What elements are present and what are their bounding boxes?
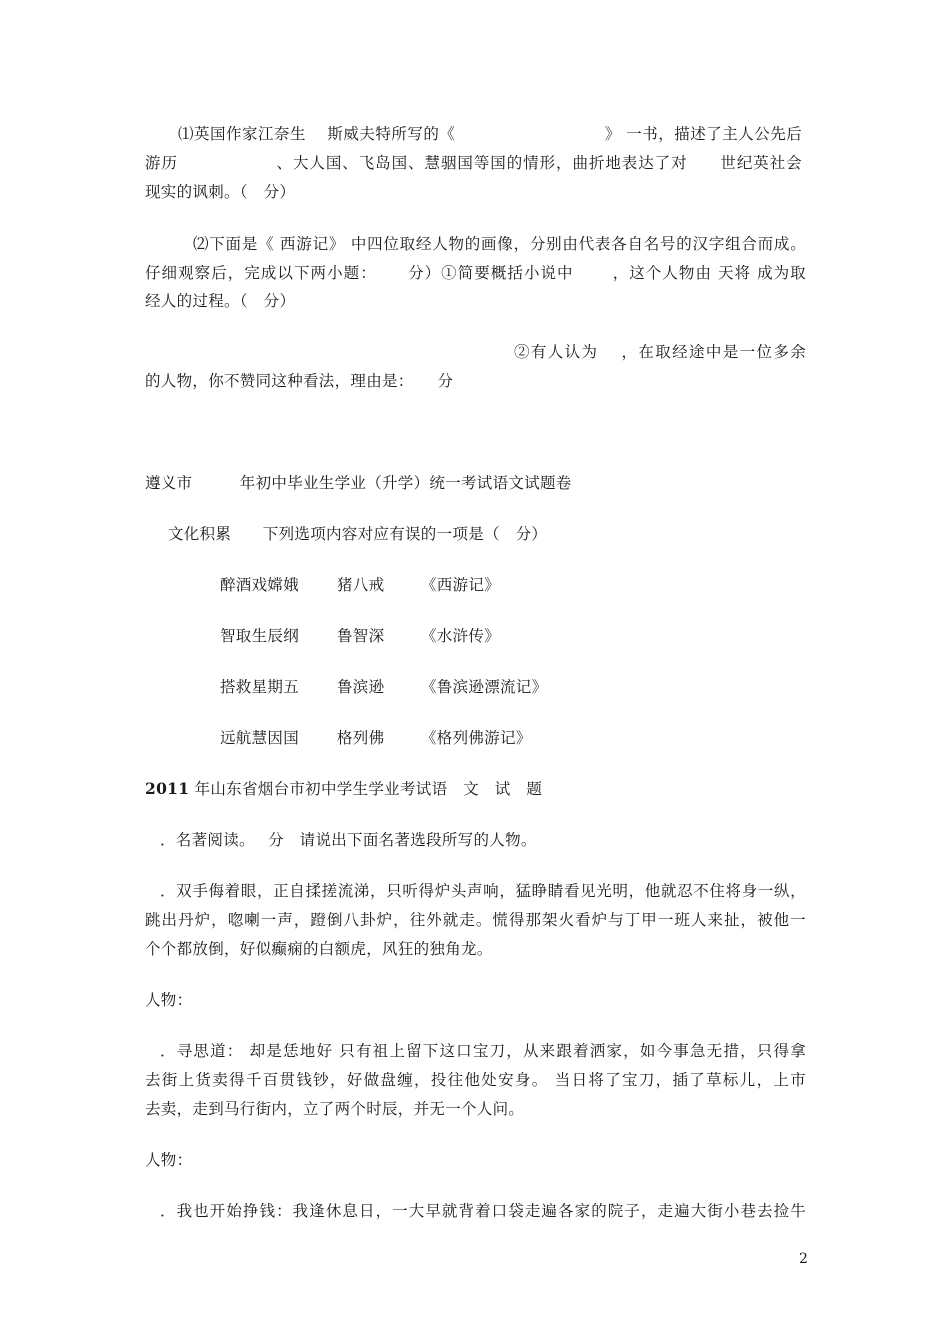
passage-1-line-3: 个个都放倒，好似癫痫的白额虎，风狂的独角龙。 (145, 940, 493, 958)
person-label-2: 人物： (145, 1151, 193, 1169)
option-c-person: 鲁滨逊 (337, 678, 385, 696)
passage-3-line-1: ．我也开始挣钱：我逢休息日，一大早就背着口袋走遍各家的院子，走遍大街小巷去捡牛 (160, 1202, 806, 1220)
option-b-event: 智取生辰纲 (220, 627, 300, 645)
option-a-event: 醉酒戏嫦娥 (220, 576, 300, 594)
option-c-event: 搭救星期五 (220, 678, 300, 696)
yantai-title-year: 2011 (145, 779, 190, 798)
option-c-book: 《鲁滨逊漂流记》 (421, 678, 548, 696)
q1-line-3: 现实的讽刺。（ 分） (145, 183, 296, 201)
q2-line-5: 的人物，你不赞同这种看法，理由是： 分 (145, 372, 454, 390)
q2-line-1: ⑵下面是《 西游记》 中四位取经人物的画像，分别由代表各自名号的汉字组合而成。 (193, 235, 806, 253)
passage-2-line-1: ．寻思道： 却是恁地好 只有祖上留下这口宝刀，从来跟着洒家，如今事急无措，只得拿 (160, 1042, 806, 1060)
option-d-book: 《格列佛游记》 (421, 729, 532, 747)
option-a-person: 猪八戒 (337, 576, 385, 594)
option-d-person: 格列佛 (337, 729, 385, 747)
option-d-event: 远航慧因国 (220, 729, 300, 747)
q1-line-1: ⑴英国作家江奈生 斯威夫特所写的《 》 一书，描述了主人公先后 (178, 125, 802, 143)
option-b-book: 《水浒传》 (421, 627, 501, 645)
passage-1-line-2: 跳出丹炉，唿喇一声，蹬倒八卦炉，往外就走。慌得那架火看炉与丁甲一班人来扯，被他一 (145, 911, 806, 929)
passage-1-line-1: ．双手侮着眼，正自揉搓流涕，只听得炉头声响，猛睁睛看见光明，他就忍不住将身一纵， (160, 882, 806, 900)
q2-line-2: 仔细观察后，完成以下两小题： 分）①简要概括小说中 ，这个人物由 天将 成为取 (145, 264, 806, 282)
page-number: 2 (799, 1251, 808, 1267)
option-b-person: 鲁智深 (337, 627, 385, 645)
zunyi-question: 文化积累 下列选项内容对应有误的一项是（ 分） (168, 525, 548, 543)
zunyi-exam-title: 遵义市 年初中毕业生学业（升学）统一考试语文试题卷 (145, 474, 572, 492)
person-label-1: 人物： (145, 991, 193, 1009)
q2-line-4: ②有人认为 ，在取经途中是一位多余 (514, 343, 806, 361)
q1-line-2: 游历 、大人国、飞岛国、慧骃国等国的情形，曲折地表达了对 世纪英社会 (145, 154, 802, 172)
q2-line-3: 经人的过程。（ 分） (145, 292, 296, 310)
option-a-book: 《西游记》 (421, 576, 501, 594)
yantai-exam-title (145, 779, 542, 799)
yantai-instruction: ．名著阅读。 分 请说出下面名著选段所写的人物。 (160, 831, 537, 849)
passage-2-line-2: 去街上货卖得千百贯钱钞，好做盘缠，投往他处安身。 当日将了宝刀，插了草标儿，上市 (145, 1071, 806, 1089)
yantai-title-text: 年山东省烟台市初中学生学业考试语 文 试 题 (189, 780, 543, 798)
passage-2-line-3: 去卖，走到马行街内，立了两个时辰，并无一个人问。 (145, 1100, 525, 1118)
